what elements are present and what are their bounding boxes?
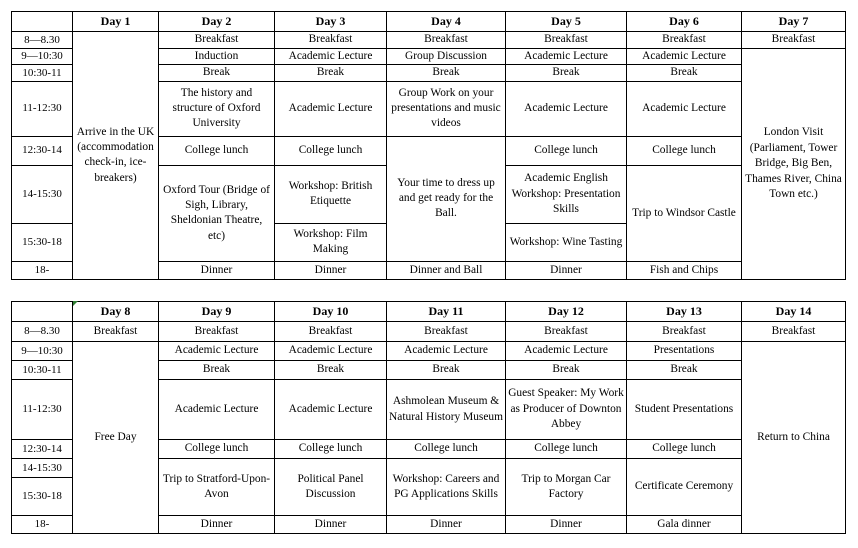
time-slot: 11-12:30 [12,380,73,440]
time-slot: 18- [12,261,73,279]
schedule-cell: Break [506,65,627,81]
time-slot: 15:30-18 [12,478,73,516]
schedule-cell: Oxford Tour (Bridge of Sigh, Library, Sheldonian Theatre, etc) [159,165,275,261]
time-slot: 10:30-11 [12,361,73,380]
time-slot: 8—8.30 [12,32,73,49]
schedule-cell: The history and structure of Oxford University [159,81,275,136]
time-slot: 12:30-14 [12,136,73,165]
day-header: Day 13 [627,302,742,322]
time-slot: 15:30-18 [12,223,73,261]
schedule-cell: Workshop: Film Making [275,223,387,261]
day-header: Day 6 [627,12,742,32]
schedule-cell: Gala dinner [627,516,742,534]
schedule-cell: Breakfast [627,32,742,49]
schedule-cell: Academic Lecture [506,81,627,136]
day-header: Day 14 [742,302,846,322]
time-slot: 14-15:30 [12,459,73,478]
schedule-cell: Presentations [627,342,742,361]
schedule-cell: Break [159,361,275,380]
schedule-cell: Break [387,65,506,81]
schedule-cell: Dinner [159,516,275,534]
schedule-cell: Breakfast [627,322,742,342]
schedule-cell: Academic Lecture [506,342,627,361]
table-row [12,32,846,49]
schedule-cell: Break [506,361,627,380]
time-slot: 10:30-11 [12,65,73,81]
schedule-cell: Academic Lecture [387,342,506,361]
schedule-cell: Political Panel Discussion [275,459,387,516]
schedule-cell: Workshop: Wine Tasting [506,223,627,261]
schedule-cell: Academic Lecture [159,380,275,440]
time-slot: 11-12:30 [12,81,73,136]
schedule-cell: Academic Lecture [159,342,275,361]
schedule-cell: College lunch [627,136,742,165]
time-header-cell [12,12,73,32]
day-header: Day 4 [387,12,506,32]
schedule-cell: College lunch [159,136,275,165]
schedule-cell: Trip to Windsor Castle [627,165,742,261]
schedule-cell: Breakfast [159,32,275,49]
day-header: Day 7 [742,12,846,32]
time-slot: 9—10:30 [12,342,73,361]
schedule-cell: Student Presentations [627,380,742,440]
week-2-schedule-table [11,301,846,534]
schedule-cell: Dinner [275,261,387,279]
schedule-cell: Breakfast [506,32,627,49]
day1-arrival-cell: Arrive in the UK (accommodation check-in, ice-breakers) [73,32,159,280]
time-slot: 12:30-14 [12,440,73,459]
schedule-cell: Group Discussion [387,49,506,65]
time-slot: 18- [12,516,73,534]
table-header-row [12,12,846,32]
schedule-cell: Academic Lecture [275,342,387,361]
day-header: Day 12 [506,302,627,322]
schedule-cell: Break [275,361,387,380]
schedule-cell: Dinner [159,261,275,279]
schedule-cell: Academic English Workshop: Presentation Skills [506,165,627,223]
day-header: Day 3 [275,12,387,32]
schedule-cell: Academic Lecture [275,49,387,65]
day-header: Day 2 [159,12,275,32]
schedule-cell: Workshop: British Etiquette [275,165,387,223]
schedule-cell: Breakfast [275,32,387,49]
schedule-cell: Induction [159,49,275,65]
table-row [12,322,846,342]
schedule-cell: Academic Lecture [627,81,742,136]
day7-london-visit-cell: London Visit (Parliament, Tower Bridge, Big Ben, Thames River, China Town etc.) [742,49,846,280]
schedule-cell: College lunch [387,440,506,459]
time-slot: 14-15:30 [12,165,73,223]
schedule-cell: College lunch [275,440,387,459]
schedule-cell: Dinner [387,516,506,534]
schedule-cell: Certificate Ceremony [627,459,742,516]
schedule-cell: Group Work on your presentations and music videos [387,81,506,136]
schedule-cell: Dinner [506,516,627,534]
schedule-cell: College lunch [506,440,627,459]
schedule-cell: Dinner [275,516,387,534]
schedule-cell: Dinner and Ball [387,261,506,279]
schedule-cell: Workshop: Careers and PG Applications Skills [387,459,506,516]
schedule-cell: Breakfast [275,322,387,342]
schedule-cell: Break [627,65,742,81]
schedule-cell: College lunch [627,440,742,459]
schedule-cell: Break [159,65,275,81]
day14-return-cell: Return to China [742,342,846,534]
week-1-schedule-table [11,11,846,280]
time-header-cell [12,302,73,322]
schedule-cell: College lunch [275,136,387,165]
day-header: Day 5 [506,12,627,32]
schedule-cell: College lunch [506,136,627,165]
day-header: Day 10 [275,302,387,322]
table-row [12,342,846,361]
time-slot: 8—8.30 [12,322,73,342]
schedule-cell: Guest Speaker: My Work as Producer of Downton Abbey [506,380,627,440]
schedule-cell: Dinner [506,261,627,279]
day-header: Day 1 [73,12,159,32]
schedule-cell: Breakfast [387,322,506,342]
schedule-cell: Ashmolean Museum & Natural History Museum [387,380,506,440]
schedule-cell: Academic Lecture [275,81,387,136]
time-slot: 9—10:30 [12,49,73,65]
schedule-cell: Academic Lecture [627,49,742,65]
schedule-cell: Breakfast [159,322,275,342]
schedule-cell: College lunch [159,440,275,459]
schedule-cell: Your time to dress up and get ready for the Ball. [387,136,506,261]
comment-marker-icon [73,301,78,306]
schedule-cell: Academic Lecture [506,49,627,65]
day-header: Day 11 [387,302,506,322]
schedule-cell: Trip to Stratford-Upon-Avon [159,459,275,516]
schedule-cell: Break [627,361,742,380]
schedule-cell: Academic Lecture [275,380,387,440]
schedule-cell: Breakfast [506,322,627,342]
table-header-row [12,302,846,322]
schedule-cell: Breakfast [73,322,159,342]
day8-free-day-cell: Free Day [73,342,159,534]
schedule-cell: Trip to Morgan Car Factory [506,459,627,516]
schedule-cell: Break [275,65,387,81]
schedule-cell: Breakfast [387,32,506,49]
schedule-cell: Breakfast [742,32,846,49]
day-header: Day 9 [159,302,275,322]
schedule-cell: Break [387,361,506,380]
schedule-cell: Fish and Chips [627,261,742,279]
day-header: Day 8 [73,302,159,322]
schedule-cell: Breakfast [742,322,846,342]
